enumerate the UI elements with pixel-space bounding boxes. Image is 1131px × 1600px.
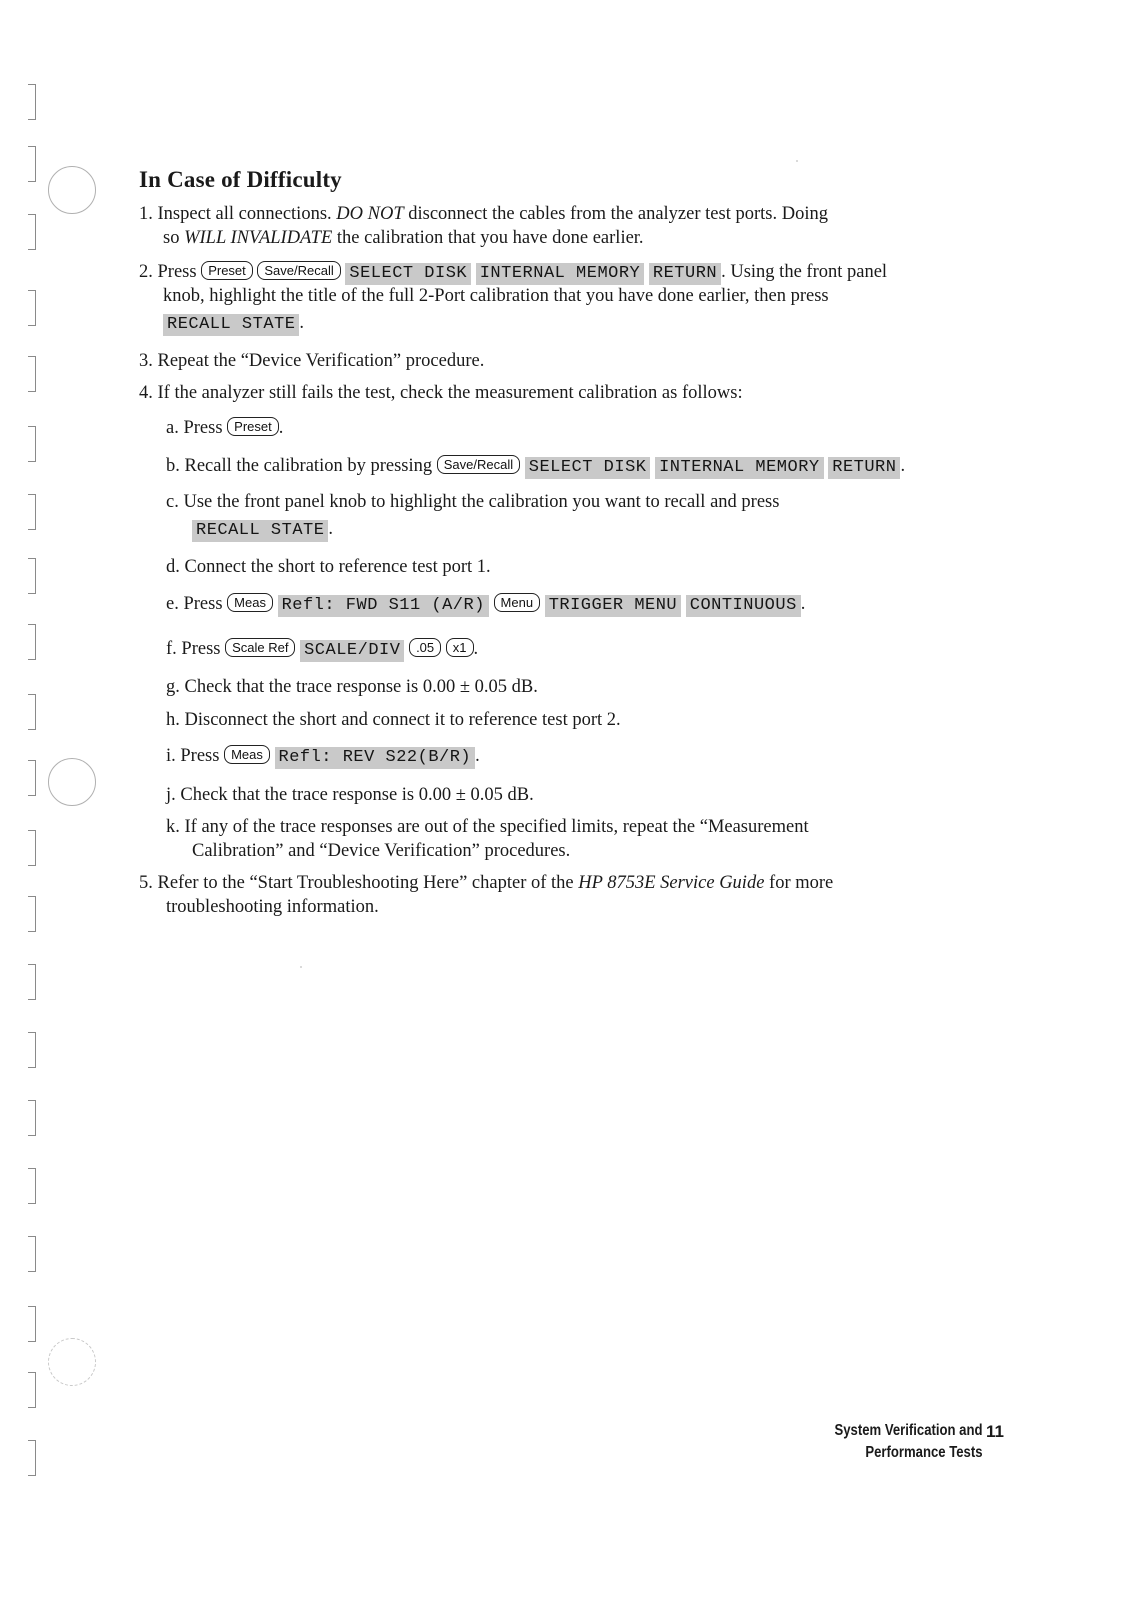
substep-c-line-1 bbox=[166, 490, 779, 514]
softkey-return[interactable]: RETURN bbox=[649, 263, 721, 285]
step-2-line-3 bbox=[163, 311, 304, 336]
binder-mark bbox=[28, 214, 36, 250]
text: Press bbox=[183, 418, 228, 438]
binder-mark bbox=[28, 1440, 36, 1476]
substep-e bbox=[166, 592, 805, 617]
softkey-recall-state[interactable]: RECALL STATE bbox=[163, 314, 299, 336]
softkey-trigger-menu[interactable]: TRIGGER MENU bbox=[545, 595, 681, 617]
page-number: 11 bbox=[986, 1422, 1004, 1441]
substep-letter: b. bbox=[166, 456, 180, 476]
punch-hole bbox=[48, 758, 96, 806]
step-number: 4. bbox=[139, 383, 153, 403]
substep-letter: i. bbox=[166, 746, 176, 766]
footer-line-2: Performance Tests bbox=[865, 1444, 983, 1461]
text: Press bbox=[157, 262, 202, 282]
text: If any of the trace responses are out of the specified limits, repeat the “Measurement bbox=[184, 817, 809, 837]
binder-mark bbox=[28, 146, 36, 182]
softkey-recall-state[interactable]: RECALL STATE bbox=[192, 520, 328, 542]
text: Disconnect the short and connect it to reference test port 2. bbox=[184, 710, 621, 730]
text: Check that the trace response is 0.00 ± 0.05 dB. bbox=[184, 677, 538, 697]
softkey-select-disk[interactable]: SELECT DISK bbox=[525, 457, 651, 479]
text: Recall the calibration by pressing bbox=[184, 456, 437, 476]
save-recall-key[interactable]: Save/Recall bbox=[257, 261, 340, 280]
binder-mark bbox=[28, 624, 36, 660]
text: Refer to the “Start Troubleshooting Here” chapter of the bbox=[157, 873, 579, 893]
binder-mark bbox=[28, 830, 36, 866]
step-number: 3. bbox=[139, 351, 153, 371]
binder-mark bbox=[28, 896, 36, 932]
binder-mark bbox=[28, 1372, 36, 1408]
text: knob, highlight the title of the full 2-Port calibration that you have done earlier, then press bbox=[163, 286, 829, 306]
step-5-line-2 bbox=[166, 895, 379, 919]
binder-mark bbox=[28, 964, 36, 1000]
substep-g bbox=[166, 675, 538, 699]
binder-mark bbox=[28, 1100, 36, 1136]
softkey-internal-memory[interactable]: INTERNAL MEMORY bbox=[655, 457, 824, 479]
binder-mark bbox=[28, 84, 36, 120]
scale-ref-key[interactable]: Scale Ref bbox=[225, 638, 295, 657]
punch-hole bbox=[48, 1338, 96, 1386]
substep-letter: e. bbox=[166, 594, 179, 614]
text: Use the front panel knob to highlight the calibration you want to recall and press bbox=[183, 492, 780, 512]
text: . Using the front panel bbox=[721, 262, 888, 282]
text: If the analyzer still fails the test, check the measurement calibration as follows: bbox=[157, 383, 743, 403]
text: . bbox=[473, 639, 479, 659]
save-recall-key[interactable]: Save/Recall bbox=[437, 455, 520, 474]
text: troubleshooting information. bbox=[166, 897, 379, 917]
step-2-line-1 bbox=[139, 260, 887, 285]
menu-key[interactable]: Menu bbox=[494, 593, 541, 612]
step-number: 2. bbox=[139, 262, 153, 282]
substep-d bbox=[166, 555, 491, 579]
step-number: 1. bbox=[139, 204, 153, 224]
punch-hole bbox=[48, 166, 96, 214]
substep-a bbox=[166, 416, 283, 440]
binder-mark bbox=[28, 426, 36, 462]
speck bbox=[300, 966, 302, 968]
substep-letter: h. bbox=[166, 710, 180, 730]
text: Calibration” and “Device Verification” procedures. bbox=[192, 841, 571, 861]
text: for more bbox=[764, 873, 834, 893]
speck bbox=[796, 160, 798, 162]
text: . bbox=[900, 456, 906, 476]
substep-c-line-2 bbox=[192, 517, 333, 542]
substep-letter: d. bbox=[166, 557, 180, 577]
substep-letter: k. bbox=[166, 817, 180, 837]
substep-letter: j. bbox=[166, 785, 176, 805]
preset-key[interactable]: Preset bbox=[201, 261, 253, 280]
text: Repeat the “Device Verification” procedure. bbox=[157, 351, 485, 371]
softkey-scale-div[interactable]: SCALE/DIV bbox=[300, 640, 404, 662]
binder-mark bbox=[28, 356, 36, 392]
text: . bbox=[278, 418, 284, 438]
text: . bbox=[475, 746, 480, 766]
text: Connect the short to reference test port 1. bbox=[184, 557, 491, 577]
softkey-return[interactable]: RETURN bbox=[828, 457, 900, 479]
substep-f bbox=[166, 637, 478, 662]
meas-key[interactable]: Meas bbox=[227, 593, 273, 612]
text: Press bbox=[180, 746, 225, 766]
binder-mark bbox=[28, 1168, 36, 1204]
text: so bbox=[163, 228, 185, 248]
binder-mark bbox=[28, 760, 36, 796]
binder-mark bbox=[28, 1032, 36, 1068]
substep-letter: f. bbox=[166, 639, 177, 659]
step-3 bbox=[139, 349, 484, 373]
substep-letter: g. bbox=[166, 677, 180, 697]
softkey-select-disk[interactable]: SELECT DISK bbox=[345, 263, 471, 285]
binder-mark bbox=[28, 694, 36, 730]
footer-section-title bbox=[835, 1420, 983, 1464]
x1-key[interactable]: x1 bbox=[446, 638, 474, 657]
substep-b bbox=[166, 454, 905, 479]
substep-i bbox=[166, 744, 480, 769]
emphasis: HP 8753E Service Guide bbox=[578, 873, 765, 893]
softkey-continuous[interactable]: CONTINUOUS bbox=[686, 595, 801, 617]
section-heading: In Case of Difficulty bbox=[139, 167, 342, 192]
substep-k-line-1 bbox=[166, 815, 809, 839]
binder-mark bbox=[28, 1236, 36, 1272]
step-1-line-1 bbox=[139, 202, 828, 226]
text: disconnect the cables from the analyzer test ports. Doing bbox=[403, 204, 828, 224]
text: Press bbox=[181, 639, 226, 659]
step-number: 5. bbox=[139, 873, 153, 893]
binder-mark bbox=[28, 1306, 36, 1342]
binder-mark bbox=[28, 558, 36, 594]
softkey-internal-memory[interactable]: INTERNAL MEMORY bbox=[476, 263, 645, 285]
preset-key[interactable]: Preset bbox=[227, 417, 279, 436]
binder-mark bbox=[28, 494, 36, 530]
emphasis: DO NOT bbox=[336, 204, 404, 224]
emphasis: WILL INVALIDATE bbox=[184, 228, 333, 248]
binder-mark bbox=[28, 290, 36, 326]
step-5-line-1 bbox=[139, 871, 833, 895]
footer-line-1: System Verification and bbox=[834, 1422, 983, 1439]
text: . bbox=[299, 313, 305, 333]
substep-j bbox=[166, 783, 534, 807]
text: Check that the trace response is 0.00 ± 0.05 dB. bbox=[180, 785, 534, 805]
step-4 bbox=[139, 381, 743, 405]
step-2-line-2 bbox=[163, 284, 829, 308]
step-1-line-2 bbox=[163, 226, 644, 250]
substep-k-line-2 bbox=[192, 839, 570, 863]
text: the calibration that you have done earlier. bbox=[332, 228, 644, 248]
substep-letter: c. bbox=[166, 492, 179, 512]
substep-letter: a. bbox=[166, 418, 179, 438]
text: . bbox=[328, 519, 334, 539]
point-05-key[interactable]: .05 bbox=[409, 638, 441, 657]
substep-h bbox=[166, 708, 621, 732]
softkey-refl-fwd-s11[interactable]: Refl: FWD S11 (A/R) bbox=[278, 595, 489, 617]
text: Inspect all connections. bbox=[157, 204, 337, 224]
text: . bbox=[800, 594, 806, 614]
softkey-refl-rev-s22[interactable]: Refl: REV S22(B/R) bbox=[275, 747, 476, 769]
meas-key[interactable]: Meas bbox=[224, 745, 270, 764]
text: Press bbox=[183, 594, 228, 614]
